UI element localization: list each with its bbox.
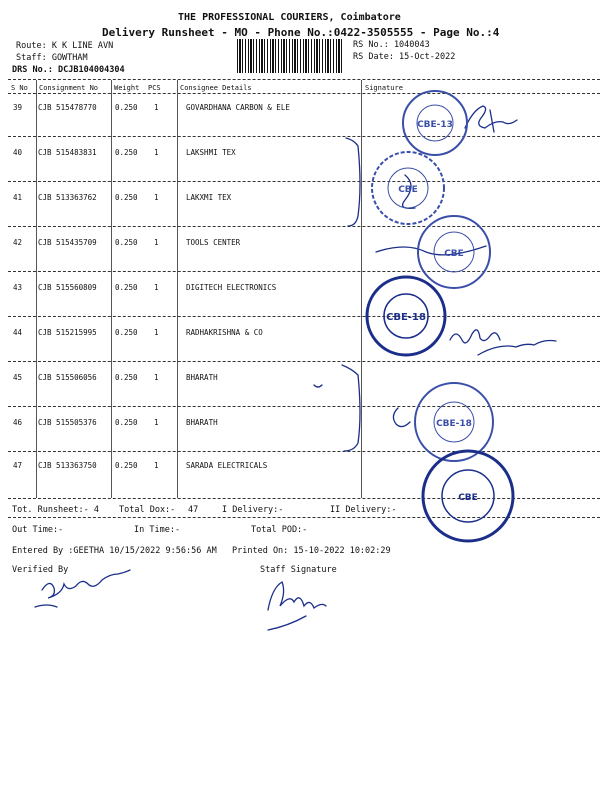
col-divider bbox=[111, 80, 112, 498]
row-weight: 0.250 bbox=[115, 148, 138, 157]
row-sno: 39 bbox=[13, 103, 23, 112]
row-weight: 0.250 bbox=[115, 461, 138, 470]
col-consignment: Consignment No bbox=[39, 84, 99, 92]
in-time: In Time:- bbox=[134, 525, 181, 535]
row-sno: 46 bbox=[13, 418, 23, 427]
row-rule bbox=[8, 316, 600, 317]
printed-on: Printed On: 15-10-2022 10:02:29 bbox=[232, 546, 391, 556]
row-consignee: TOOLS CENTER bbox=[186, 238, 241, 247]
row-consignment: CJB 515478770 bbox=[38, 103, 97, 112]
i-delivery: I Delivery:- bbox=[222, 505, 284, 515]
row-weight: 0.250 bbox=[115, 328, 138, 337]
total-runsheet: Tot. Runsheet:- 4 bbox=[12, 505, 99, 515]
row-consignee: SARADA ELECTRICALS bbox=[186, 461, 268, 470]
total-dox-label: Total Dox:- bbox=[119, 505, 176, 515]
stamp-center-text: CBE bbox=[444, 249, 464, 259]
stamp-center-text: CBE-18 bbox=[386, 312, 426, 323]
row-sno: 47 bbox=[13, 461, 23, 470]
row-sno: 40 bbox=[13, 148, 23, 157]
row-consignee: LAKSHMI TEX bbox=[186, 148, 236, 157]
row-weight: 0.250 bbox=[115, 283, 138, 292]
row-consignment: CJB 513363762 bbox=[38, 193, 97, 202]
row-rule bbox=[8, 136, 600, 137]
total-pod: Total POD:- bbox=[251, 525, 308, 535]
row-pcs: 1 bbox=[154, 418, 159, 427]
row-sno: 45 bbox=[13, 373, 23, 382]
col-divider bbox=[36, 80, 37, 498]
row-consignee: BHARATH bbox=[186, 418, 218, 427]
total-dox-value: 47 bbox=[188, 505, 199, 515]
col-pcs: PCS bbox=[148, 84, 161, 92]
row-weight: 0.250 bbox=[115, 373, 138, 382]
stamp-center-text: CBE bbox=[398, 185, 418, 195]
row-weight: 0.250 bbox=[115, 103, 138, 112]
col-weight: Weight bbox=[114, 84, 140, 92]
row-sno: 43 bbox=[13, 283, 23, 292]
col-divider bbox=[361, 80, 362, 498]
stamp-digitech bbox=[364, 274, 448, 358]
row-weight: 0.250 bbox=[115, 238, 138, 247]
company-name: THE PROFESSIONAL COURIERS, Coimbatore bbox=[178, 12, 401, 23]
rs-date: RS Date: 15-Oct-2022 bbox=[353, 52, 456, 62]
route-label: Route: K K LINE AVN bbox=[16, 41, 114, 51]
runsheet-title: Delivery Runsheet - MO - Phone No.:0422-3505555 - Page No.:4 bbox=[102, 26, 500, 39]
entered-by: Entered By :GEETHA 10/15/2022 9:56:56 AM bbox=[12, 546, 217, 556]
row-pcs: 1 bbox=[154, 373, 159, 382]
stamp-saradha bbox=[420, 448, 516, 544]
row-consignee: GOVARDHANA CARBON & ELE bbox=[186, 103, 290, 112]
col-consignee: Consignee Details bbox=[180, 84, 252, 92]
row-rule bbox=[8, 271, 600, 272]
row-sno: 41 bbox=[13, 193, 23, 202]
row-consignment: CJB 515560809 bbox=[38, 283, 97, 292]
col-divider bbox=[177, 80, 178, 498]
row-consignee: DIGITECH ELECTRONICS bbox=[186, 283, 277, 292]
header-top-rule bbox=[8, 79, 600, 80]
row-weight: 0.250 bbox=[115, 418, 138, 427]
row-rule bbox=[8, 226, 600, 227]
stamp-center-text: CBE-13 bbox=[417, 120, 453, 130]
row-pcs: 1 bbox=[154, 148, 159, 157]
col-sno: S No bbox=[11, 84, 28, 92]
row-rule bbox=[8, 181, 600, 182]
row-consignee: RADHAKRISHNA & CO bbox=[186, 328, 263, 337]
row-pcs: 1 bbox=[154, 328, 159, 337]
row-sno: 44 bbox=[13, 328, 23, 337]
row-consignment: CJB 515505376 bbox=[38, 418, 97, 427]
row-consignment: CJB 513363750 bbox=[38, 461, 97, 470]
row-consignment: CJB 515435709 bbox=[38, 238, 97, 247]
row-sno: 42 bbox=[13, 238, 23, 247]
row-pcs: 1 bbox=[154, 283, 159, 292]
stamp-center-text: CBE-18 bbox=[436, 419, 472, 429]
header-bottom-rule bbox=[8, 93, 600, 94]
row-rule bbox=[8, 406, 600, 407]
row-pcs: 1 bbox=[154, 461, 159, 470]
staff-signature-label: Staff Signature bbox=[260, 565, 337, 575]
row-consignment: CJB 515506056 bbox=[38, 373, 97, 382]
row-pcs: 1 bbox=[154, 193, 159, 202]
col-signature: Signature bbox=[365, 84, 403, 92]
stamp-center-text: CBE bbox=[458, 493, 478, 503]
ii-delivery: II Delivery:- bbox=[330, 505, 397, 515]
row-consignment: CJB 515215995 bbox=[38, 328, 97, 337]
row-weight: 0.250 bbox=[115, 193, 138, 202]
drs-number: DRS No.: DCJB104004304 bbox=[12, 65, 125, 75]
staff-label: Staff: GOWTHAM bbox=[16, 53, 88, 63]
row-pcs: 1 bbox=[154, 238, 159, 247]
verified-by: Verified By bbox=[12, 565, 69, 575]
row-consignment: CJB 515483831 bbox=[38, 148, 97, 157]
out-time: Out Time:- bbox=[12, 525, 64, 535]
row-pcs: 1 bbox=[154, 103, 159, 112]
rs-number: RS No.: 1040043 bbox=[353, 40, 430, 50]
row-consignee: LAKXMI TEX bbox=[186, 193, 232, 202]
row-rule bbox=[8, 361, 600, 362]
barcode bbox=[237, 39, 343, 73]
row-consignee: BHARATH bbox=[186, 373, 218, 382]
